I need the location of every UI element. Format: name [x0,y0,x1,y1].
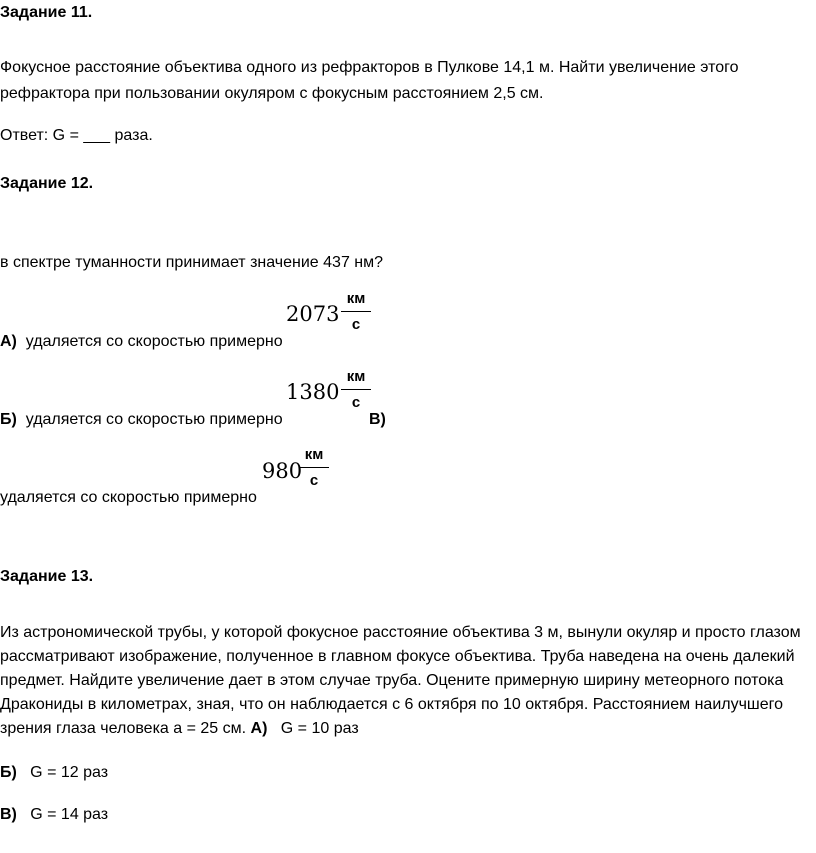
unit-numerator: км [346,290,366,307]
option-c-value: 980 [262,459,303,483]
fraction-bar [299,467,329,468]
option-c-unit [297,446,331,490]
fraction-bar [341,389,371,390]
option-a [0,331,283,353]
task13-option-b [0,762,108,784]
task13-title: Задание 13. [0,568,94,585]
unit-denominator: с [309,472,319,489]
task12-question: в спектре туманности принимает значение 437 нм? [0,254,384,271]
task13-line5-text: зрения глаза человека a = 25 см. [0,720,247,737]
task13-option-b-letter: Б) [0,764,17,781]
task13-option-a-letter: А) [250,720,268,737]
task13-text-line-1: Из астрономической трубы, у которой фокусное расстояние объектива 3 м, вынули окуляр и просто глазом [0,624,801,641]
option-b-value: 1380 [286,380,340,404]
option-b [0,409,283,431]
task13-option-c-text: G = 14 раз [30,806,109,823]
fraction-bar [341,311,371,312]
task13-text-line-5 [0,718,359,740]
option-b-letter: Б) [0,411,17,428]
task13-text-line-3: предмет. Найдите увеличение дает в этом случае труба. Оцените примерную ширину метеорного потока [0,672,784,689]
option-b-text: удаляется со скоростью примерно [25,411,283,428]
option-a-letter: А) [0,333,17,350]
task13-option-a-text: G = 10 раз [280,720,359,737]
task11-text-line-1: Фокусное расстояние объектива одного из рефракторов в Пулкове 14,1 м. Найти увеличение этого [0,59,739,76]
unit-denominator: с [351,316,361,333]
option-a-unit [339,290,373,334]
task13-option-c-letter: В) [0,806,17,823]
task11-title: Задание 11. [0,4,93,21]
task12-title: Задание 12. [0,175,94,192]
task13-option-c [0,804,108,826]
option-b-unit [339,368,373,412]
task13-text-line-2: рассматривают изображение, полученное в главном фокусе объектива. Труба наведена на очень далекий [0,648,795,665]
option-a-value: 2073 [286,302,340,326]
unit-numerator: км [346,368,366,385]
task13-option-b-text: G = 12 раз [30,764,109,781]
task13-text-line-4: Дракониды в километрах, зная, что он наблюдается с 6 октября по 10 октября. Расстоянием наилучшего [0,696,784,713]
option-c-letter: В) [369,411,386,428]
task11-answer: Ответ: G = ___ раза. [0,127,153,144]
unit-denominator: с [351,394,361,411]
option-a-text: удаляется со скоростью примерно [25,333,283,350]
unit-numerator: км [304,446,324,463]
task11-text-line-2: рефрактора при пользовании окуляром с фокусным расстоянием 2,5 см. [0,85,544,102]
option-c-text: удаляется со скоростью примерно [0,489,257,506]
